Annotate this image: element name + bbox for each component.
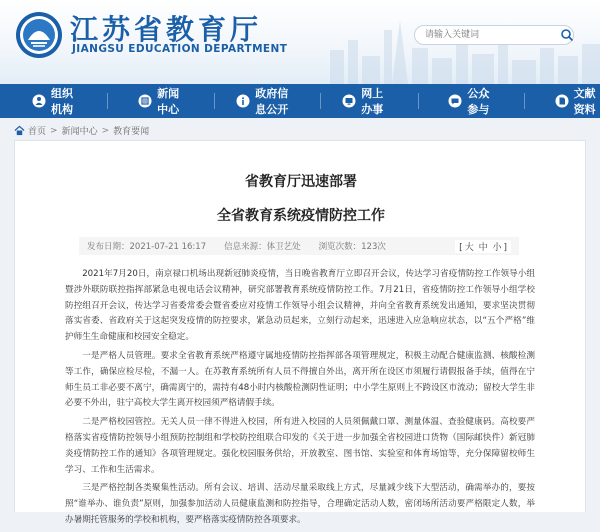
font-size-large-button[interactable]: 大 (464, 242, 474, 253)
nav-item-label: 政府信息公开 (255, 87, 289, 116)
nav-divider (320, 93, 321, 109)
org-icon (32, 94, 46, 108)
nav-item-label: 新闻中心 (157, 87, 180, 116)
main-nav (0, 84, 600, 118)
search-icon[interactable] (560, 28, 574, 42)
article-paragraph: 三是严格控制各类聚集性活动。所有会议、培训、活动尽量采取线上方式，尽量减少线下大型活动，确需举办的，要按照“谁举办、谁负责”原则，加强参加活动人员健康监测和防控指导，合理确定活动人数，密闭场所活动要严格限定人数，举办暑期托管服务的学校和机构，要严格落实疫情防控各项要求。 (65, 483, 535, 525)
article-card (14, 140, 586, 525)
breadcrumb-separator: > (101, 125, 110, 136)
nav-item-organization[interactable] (32, 84, 77, 118)
font-size-bracket: ] (503, 242, 507, 253)
breadcrumb (14, 124, 149, 137)
nav-divider (524, 93, 525, 109)
publish-date: 发布日期：2021-07-21 16:17 (87, 242, 207, 252)
article-title-line2: 全省教育系统疫情防控工作 (217, 208, 385, 224)
nav-divider (418, 93, 419, 109)
nav-item-news[interactable] (138, 84, 183, 118)
font-size-medium-button[interactable]: 中 (478, 242, 488, 253)
info-icon (236, 94, 250, 108)
info-source: 信息来源：体卫艺处 (224, 242, 301, 252)
article-body (65, 267, 535, 532)
site-title: 江苏省教育厅 (70, 13, 263, 46)
nav-divider (107, 93, 108, 109)
document-icon (555, 94, 569, 108)
font-size-bracket: [ (459, 242, 463, 253)
breadcrumb-education-news[interactable]: 教育要闻 (113, 127, 150, 137)
search-input[interactable] (414, 25, 574, 45)
site-header (0, 0, 600, 84)
view-count: 浏览次数：123次 (318, 242, 386, 252)
education-department-logo[interactable] (14, 10, 64, 60)
nav-item-public-info[interactable] (236, 84, 297, 118)
article-title-line1: 省教育厅迅速部署 (245, 174, 357, 190)
article-meta-bar (79, 237, 519, 255)
article-paragraph: 2021年7月20日，南京禄口机场出现新冠肺炎疫情，当日晚省教育厅立即召开会议，传达学习省疫情防控工作领导小组暨涉外联防联控指挥部紧急电视电话会议精神，研究部署教育系统疫情防控工作。7月21日，省疫情防控工作领导小组学校防控组召开会议，传达学习省委常委会暨省委应对疫情工作领导小组会议精神，并向全省教育系统发出通知，要求坚决贯彻落实省委、省政府关于这起突发疫情的防控要求，紧急动员起来，立刻行动起来，迅速进入应急响应状态，以“五个严格”维护师生生命健康和校园安全稳定。 (65, 269, 535, 343)
nav-item-public-participation[interactable] (448, 84, 493, 118)
article-paragraph: 二是严格校园管控。无关人员一律不得进入校园，所有进入校园的人员须佩戴口罩、测量体温、查验健康码。高校要严格落实省疫情防控领导小组预防控制组和学校防控组联合印发的《关于进一步加强全省校园进口货物（国际邮快件）新冠肺炎疫情防控工作的通知》各项管理规定。强化校园服务供给，开放教室、图书馆、实验室和体育场馆等，充分保障留校师生学习、工作和生活需求。 (65, 417, 535, 475)
nav-item-label: 公众参与 (467, 87, 490, 116)
breadcrumb-separator: > (50, 125, 58, 136)
breadcrumb-news-center[interactable]: 新闻中心 (61, 127, 98, 137)
nav-divider (214, 93, 215, 109)
nav-item-label: 网上办事 (361, 87, 384, 116)
nav-item-online-services[interactable] (342, 84, 387, 118)
site-subtitle: JIANGSU EDUCATION DEPARTMENT (72, 43, 288, 55)
breadcrumb-home[interactable]: 首页 (28, 127, 47, 137)
article-paragraph: 一是严格人员管理。要求全省教育系统严格遵守属地疫情防控指挥部各项管理规定，积极主动配合健康监测、核酸检测等工作，确保应检尽检，不漏一人。在苏教育系统所有人员不得擅自外出，离开所在设区市须履行请假报备手续，值得在宁师生员工非必要不离宁，确需离宁的，需持有48小时内核酸检测阴性证明；中小学生原则上不跨设区市流动；留校大学生非必要不外出，驻宁高校大学生离开校园须严格请假手续。 (65, 350, 535, 409)
computer-icon (342, 94, 356, 108)
news-icon (138, 94, 152, 108)
font-size-small-button[interactable]: 小 (492, 242, 502, 253)
font-size-switcher (455, 240, 511, 253)
home-icon (14, 125, 25, 136)
nav-item-label: 组织机构 (51, 87, 73, 116)
nav-item-documents[interactable] (555, 84, 600, 118)
nav-item-label: 文献资料 (573, 87, 596, 116)
chat-icon (448, 94, 462, 108)
